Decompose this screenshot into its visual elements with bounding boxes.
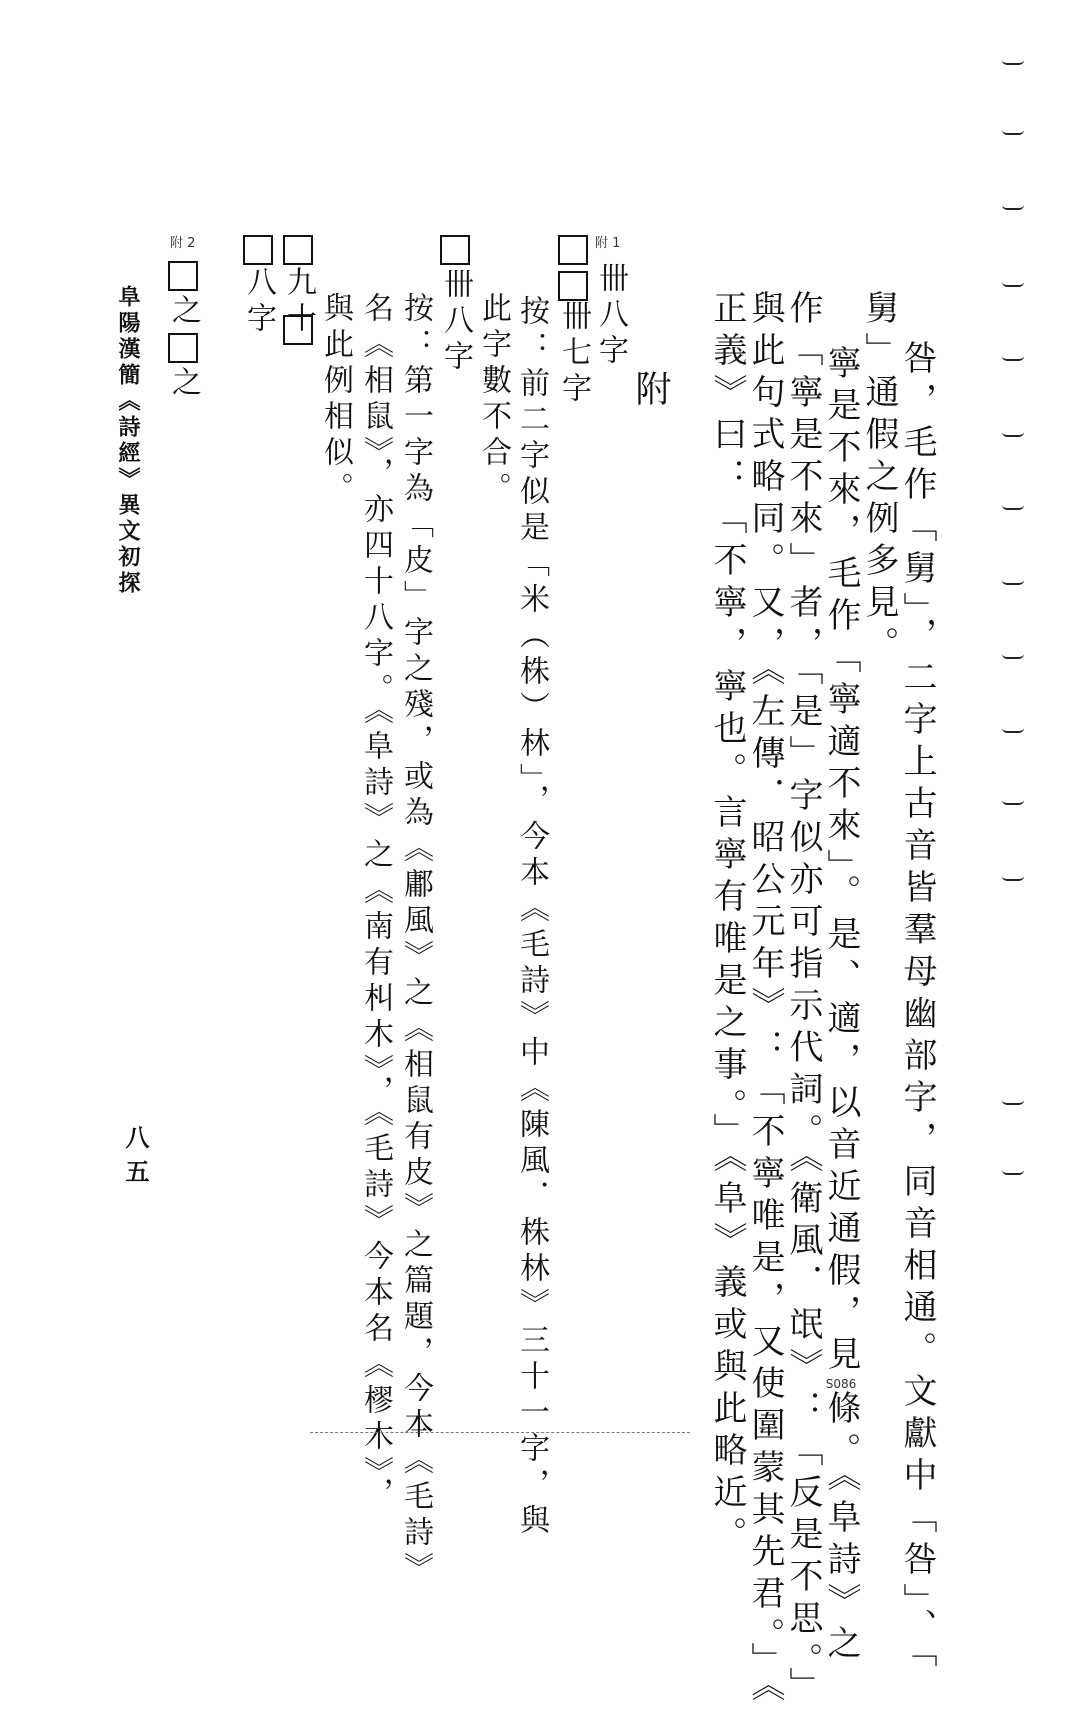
appendix-title: 附	[630, 370, 671, 414]
appendix-line-6: 按：第一字為「皮」字之殘，或為《鄘風》之《相鼠有皮》之篇題，今本《毛詩》	[398, 292, 433, 1588]
margin-mark	[1002, 356, 1024, 361]
missing-char-box	[283, 235, 313, 265]
appendix-box-3a	[283, 232, 313, 268]
missing-char-box	[558, 271, 588, 301]
note-1-label: 附 1	[595, 236, 621, 251]
appendix-box-3c	[243, 232, 273, 268]
appendix-box-3b	[283, 312, 313, 348]
appendix-line-7: 名《相鼠》，亦四十八字。《阜詩》之《南有朻木》，《毛詩》今本名《樛木》，	[358, 292, 393, 1513]
appendix-line-4: 此字數不合。	[476, 292, 511, 508]
margin-mark	[1002, 580, 1024, 585]
margin-mark	[1002, 205, 1024, 210]
appendix-line-2: 卌七字	[556, 300, 591, 408]
margin-mark	[1002, 876, 1024, 881]
note-2-label: 附 2	[170, 236, 196, 251]
ref-marker: S086	[825, 1377, 857, 1391]
page-number: 八五	[121, 1125, 150, 1193]
margin-mark	[1002, 130, 1024, 135]
appendix-note-2	[166, 258, 201, 402]
margin-mark	[1002, 282, 1024, 287]
main-column-6: 正義》曰：「不寧，寧也。言寧有唯是之事。」《阜》義或與此略近。	[707, 290, 747, 1558]
appendix-box-2	[440, 232, 470, 268]
missing-char-box	[283, 315, 313, 345]
appendix-line-12: 之	[166, 366, 201, 402]
appendix-line-3: 按：前二字似是「米（株）林」，今本《毛詩》中《陳風．株林》三十一字，與	[514, 295, 549, 1540]
appendix-line-5: 卌八字	[438, 268, 473, 376]
margin-mark	[1002, 505, 1024, 510]
margin-mark	[1002, 1100, 1024, 1105]
missing-char-box	[168, 333, 198, 363]
appendix-line-11: 之	[166, 294, 201, 330]
running-head: 阜陽漢簡《詩經》異文初探	[115, 285, 141, 597]
main-column-1: 咎，毛作「舅」，二字上古音皆羣母幽部字，同音相通。文獻中「咎」、「	[897, 340, 937, 1675]
margin-mark	[1002, 800, 1024, 805]
appendix-line-1: 卌八字	[593, 262, 628, 370]
margin-mark	[1002, 1170, 1024, 1175]
main-column-4: 作「寧是不來」者，「是」字似亦可指示代詞。《衛風．氓》：「反是不思。」	[783, 290, 823, 1709]
main-column-2: 舅」通假之例多見。	[859, 290, 899, 668]
margin-mark	[1002, 728, 1024, 733]
main-column-3-suffix: 條。《阜詩》之	[821, 1390, 861, 1667]
appendix-line-9: 九十	[281, 266, 316, 338]
missing-char-box	[168, 261, 198, 291]
margin-mark	[1002, 654, 1024, 659]
appendix-line-10: 八字	[241, 266, 276, 338]
main-column-5: 與此句式略同。又，《左傳．昭公元年》：「不寧唯是，又使圍蒙其先君。」《	[745, 290, 785, 1709]
scan-artifact-line	[310, 1432, 690, 1433]
main-column-3	[821, 345, 861, 1667]
margin-mark	[1002, 432, 1024, 437]
missing-char-box	[558, 235, 588, 265]
missing-char-box	[243, 235, 273, 265]
appendix-line-8: 與此例相似。	[318, 292, 353, 508]
main-column-3-text: 寧是不來，毛作「寧適不來」。是、適，以音近通假，見	[821, 345, 861, 1378]
missing-char-box	[440, 235, 470, 265]
margin-mark	[1002, 60, 1024, 65]
appendix-column-1	[558, 232, 588, 304]
